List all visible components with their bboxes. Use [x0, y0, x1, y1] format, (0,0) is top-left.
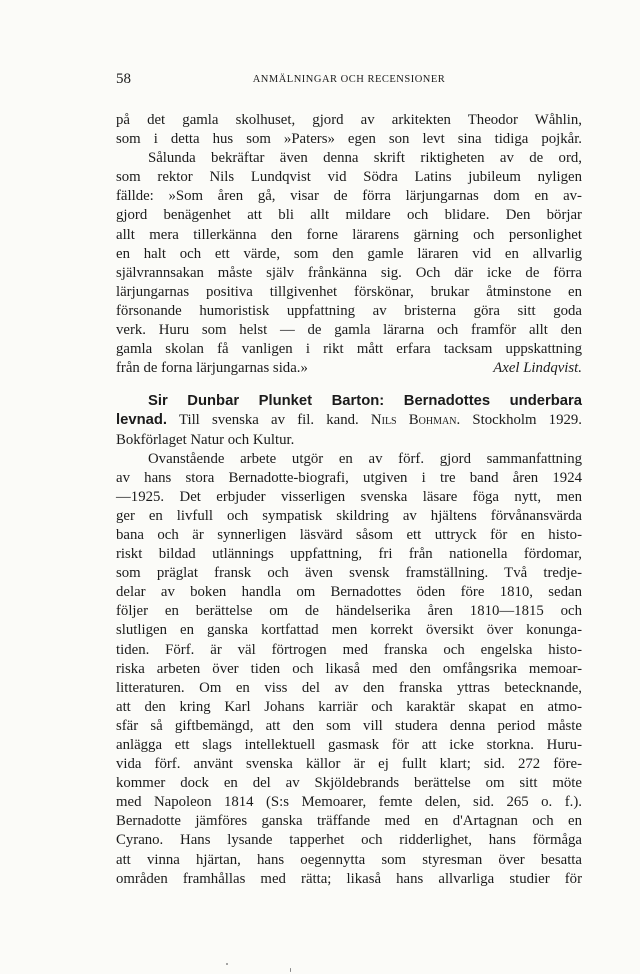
text-line: verk. Huru som helst — de gamla lärarna och framför allt den	[116, 322, 582, 339]
text-line: delar av boken handla om Bernadottes öden före 1810, sedan	[116, 584, 582, 601]
page-number: 58	[116, 71, 131, 87]
text-line-content: från de forna lärjungarnas sida.»	[116, 360, 308, 377]
text-line: områden framhållas med rätta; likaså hans allvarliga studier för	[116, 870, 582, 887]
place-year: Stockholm 1929.	[472, 412, 582, 429]
text-line-with-signature	[116, 359, 582, 378]
text-line: försonande humoristisk uppfattning av bristerna göra sitt goda	[116, 302, 582, 319]
text-line: som i detta hus som »Paters» egen son levt sina tidiga pojkår.	[116, 131, 582, 148]
text-line: riskt bildad utlännings uppfattning, fri från nationella fördomar,	[116, 546, 582, 563]
first-review-text	[116, 111, 582, 378]
text-line: Cyrano. Hans lysande tapperhet och ridderlighet, hans förmåga	[116, 832, 582, 849]
text-line: kommer dock en del av Skjöldebrands berättelse om sitt möte	[116, 775, 582, 792]
text-line: en halt och ett värde, som den gamle läraren vid en allvarlig	[116, 245, 582, 262]
paper-speck	[226, 963, 228, 965]
text-line: Ovanstående arbete utgör en av förf. gjord sammanfattning	[148, 450, 582, 467]
review-heading-line	[116, 392, 582, 411]
text-line: som rektor Nils Lundqvist vid Södra Latins jubileum nyligen	[116, 169, 582, 186]
text-line: att den kring Karl Johans karriär och karaktär skapat en atmo-	[116, 698, 582, 715]
text-line: bana och är synnerligen läsvärd såsom ett uttryck för en histo-	[116, 526, 582, 543]
page-body	[116, 111, 582, 889]
text-line: litteraturen. Om en viss del av den franska yttras betecknande,	[116, 679, 582, 696]
text-line: att vinna hjärtan, hans oegennytta som styresman över besatta	[116, 851, 582, 868]
second-review	[116, 392, 582, 888]
running-head: ANMÄLNINGAR OCH RECENSIONER	[252, 74, 446, 85]
review-bibliography-line	[116, 411, 582, 430]
text-line: följer en berättelse om de händelserika åren 1810—1815 och	[116, 603, 582, 620]
review-heading: Sir Dunbar Plunket Barton: Bernadottes underbara	[148, 393, 582, 410]
text-line: Bernadotte jämföres ganska träffande med en d'Artagnan och en	[116, 813, 582, 830]
text-line: fällde: »Som åren gå, visar de förra lärjungarnas dom en av-	[116, 188, 582, 205]
text-line: gamla skolan få vanligen i rikt mått erfara tacksam uppskattning	[116, 341, 582, 358]
translator-name: Nils Bohman.	[370, 412, 461, 429]
text-line: sfär så giftbemängd, att den som vill studera denna period måste	[116, 717, 582, 734]
paper-speck	[290, 968, 291, 972]
text-line: lärjungarnas positiva tillgivenhet förskönar, brukar åtminstone en	[116, 283, 582, 300]
review-signature: Axel Lindqvist.	[493, 360, 582, 377]
text-line: —1925. Det erbjuder visserligen svenska läsare föga nytt, men	[116, 488, 582, 505]
text-line: vida förf. använt svenska källor är ej fullt klart; sid. 272 före-	[116, 756, 582, 773]
text-line: riska arbeten över tiden och likaså med den omfångsrika memoar-	[116, 660, 582, 677]
text-line: anlägga ett slags intellektuell gasmask för att icke storkna. Huru-	[116, 737, 582, 753]
text-line: allt mera tillerkänna den forne lärarens gärning och personlighet	[116, 226, 582, 243]
translation-note: Till svenska av fil. kand.	[178, 412, 359, 429]
text-line: Sålunda bekräftar även denna skrift riktigheten av de ord,	[148, 150, 582, 167]
review-heading-end: levnad.	[116, 412, 167, 429]
text-line: på det gamla skolhuset, gjord av arkitekten Theodor Wåhlin,	[116, 112, 582, 128]
text-line: självrannsakan måste själv frånkänna sig. Och där icke de förra	[116, 264, 582, 281]
text-line: av hans stora Bernadotte-biografi, utgiven i tre band åren 1924	[116, 469, 582, 486]
text-line: med Napoleon 1814 (S:s Memoarer, femte delen, sid. 265 o. f.).	[116, 794, 582, 811]
text-line: som präglat fransk och även svensk framställning. Två tredje-	[116, 565, 582, 582]
text-line: tiden. Förf. är väl förtrogen med franska och engelska histo-	[116, 641, 582, 658]
text-line: slutligen en ganska kortfattad men korrekt översikt över konunga-	[116, 622, 582, 639]
publisher-line: Bokförlaget Natur och Kultur.	[116, 431, 295, 448]
text-line: gjord benägenhet att bli allt mildare och blidare. Den börjar	[116, 207, 582, 224]
text-line: ger en livfull och sympatisk skildring av hjältens förvånansvärda	[116, 507, 582, 524]
page-header	[116, 71, 582, 91]
